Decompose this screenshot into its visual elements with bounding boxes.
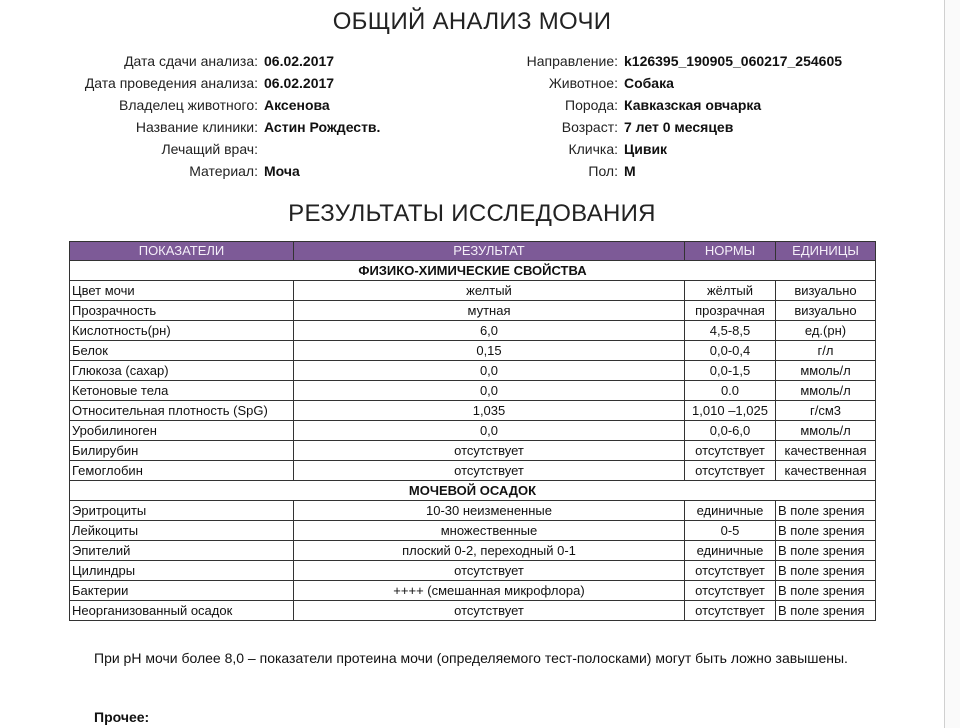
table-row <box>70 421 876 441</box>
norm-cell: 0,0-0,4 <box>685 341 776 361</box>
result-cell: ++++ (смешанная микрофлора) <box>294 581 685 601</box>
indicator-cell: Лейкоциты <box>70 521 294 541</box>
indicator-cell: Кетоновые тела <box>70 381 294 401</box>
results-table <box>69 241 876 621</box>
result-cell: 10-30 неизмененные <box>294 501 685 521</box>
norm-cell: 0-5 <box>685 521 776 541</box>
table-row <box>70 581 876 601</box>
indicator-cell: Уробилиноген <box>70 421 294 441</box>
patient-info-right <box>468 52 842 184</box>
info-row <box>50 96 380 118</box>
table-row <box>70 501 876 521</box>
norm-cell: отсутствует <box>685 461 776 481</box>
unit-cell: В поле зрения <box>776 521 876 541</box>
section-row <box>70 261 876 281</box>
right-info-value: k126395_190905_060217_254605 <box>624 53 843 69</box>
right-info-value: 7 лет 0 месяцев <box>624 119 734 135</box>
info-row <box>50 74 380 96</box>
indicator-cell: Глюкоза (сахар) <box>70 361 294 381</box>
unit-cell: визуально <box>776 301 876 321</box>
norm-cell: прозрачная <box>685 301 776 321</box>
table-row <box>70 321 876 341</box>
unit-cell: ммоль/л <box>776 421 876 441</box>
table-row <box>70 281 876 301</box>
info-row <box>468 74 842 96</box>
indicator-cell: Кислотность(рн) <box>70 321 294 341</box>
result-cell: 0,0 <box>294 361 685 381</box>
section-title: МОЧЕВОЙ ОСАДОК <box>70 481 876 501</box>
table-row <box>70 301 876 321</box>
table-row <box>70 601 876 621</box>
results-title: РЕЗУЛЬТАТЫ ИССЛЕДОВАНИЯ <box>288 200 656 227</box>
norm-cell: 0,0-6,0 <box>685 421 776 441</box>
unit-cell: В поле зрения <box>776 601 876 621</box>
left-info-label: Владелец животного: <box>119 97 258 113</box>
right-info-label: Животное: <box>548 75 618 91</box>
left-info-value: 06.02.2017 <box>264 53 335 69</box>
info-row <box>50 118 380 140</box>
indicator-cell: Цвет мочи <box>70 281 294 301</box>
unit-cell: ммоль/л <box>776 361 876 381</box>
table-row <box>70 461 876 481</box>
right-info-value: Цивик <box>624 141 668 157</box>
section-title: ФИЗИКО-ХИМИЧЕСКИЕ СВОЙСТВА <box>70 261 876 281</box>
unit-cell: ммоль/л <box>776 381 876 401</box>
right-info-label: Пол: <box>588 163 618 179</box>
right-info-label: Порода: <box>565 97 618 113</box>
section-row <box>70 481 876 501</box>
patient-info-left <box>50 52 380 184</box>
result-cell: отсутствует <box>294 441 685 461</box>
right-info-label: Направление: <box>526 53 618 69</box>
other-label: Прочее: <box>94 709 150 725</box>
unit-cell: качественная <box>776 441 876 461</box>
header-norms: НОРМЫ <box>685 242 776 261</box>
viewer-background <box>945 0 960 728</box>
unit-cell: ед.(рн) <box>776 321 876 341</box>
result-cell: мутная <box>294 301 685 321</box>
indicator-cell: Эритроциты <box>70 501 294 521</box>
result-cell: отсутствует <box>294 601 685 621</box>
left-info-value: Астин Рождеств. <box>264 119 381 135</box>
indicator-cell: Прозрачность <box>70 301 294 321</box>
norm-cell: отсутствует <box>685 581 776 601</box>
indicator-cell: Цилиндры <box>70 561 294 581</box>
info-row <box>468 52 842 74</box>
left-info-value: Аксенова <box>264 97 330 113</box>
info-row <box>468 96 842 118</box>
info-row <box>468 140 842 162</box>
unit-cell: г/см3 <box>776 401 876 421</box>
left-info-label: Материал: <box>189 163 258 179</box>
right-info-value: Кавказская овчарка <box>624 97 762 113</box>
result-cell: желтый <box>294 281 685 301</box>
unit-cell: В поле зрения <box>776 581 876 601</box>
norm-cell: 0.0 <box>685 381 776 401</box>
left-info-value: 06.02.2017 <box>264 75 335 91</box>
unit-cell: г/л <box>776 341 876 361</box>
indicator-cell: Эпителий <box>70 541 294 561</box>
table-row <box>70 341 876 361</box>
unit-cell: визуально <box>776 281 876 301</box>
unit-cell: качественная <box>776 461 876 481</box>
results-header-row <box>70 242 876 261</box>
left-info-value: Моча <box>264 163 300 179</box>
table-row <box>70 441 876 461</box>
header-indicators: ПОКАЗАТЕЛИ <box>70 242 294 261</box>
results-body <box>70 261 876 621</box>
indicator-cell: Бактерии <box>70 581 294 601</box>
norm-cell: отсутствует <box>685 561 776 581</box>
table-row <box>70 401 876 421</box>
left-info-value <box>258 140 264 162</box>
info-row <box>50 162 380 184</box>
ph-note: При pH мочи более 8,0 – показатели протеина мочи (определяемого тест-полосками) могут быть ложно завышены. <box>94 650 848 666</box>
norm-cell: отсутствует <box>685 441 776 461</box>
norm-cell: единичные <box>685 501 776 521</box>
indicator-cell: Относительная плотность (SpG) <box>70 401 294 421</box>
info-row <box>468 162 842 184</box>
result-cell: 0,0 <box>294 421 685 441</box>
indicator-cell: Белок <box>70 341 294 361</box>
norm-cell: 4,5-8,5 <box>685 321 776 341</box>
unit-cell: В поле зрения <box>776 501 876 521</box>
result-cell: отсутствует <box>294 561 685 581</box>
norm-cell: жёлтый <box>685 281 776 301</box>
unit-cell: В поле зрения <box>776 561 876 581</box>
left-info-label: Дата проведения анализа: <box>84 75 258 91</box>
right-info-value: Собака <box>624 75 674 91</box>
result-cell: 0,15 <box>294 341 685 361</box>
header-units: ЕДИНИЦЫ <box>776 242 876 261</box>
result-cell: плоский 0-2, переходный 0-1 <box>294 541 685 561</box>
norm-cell: единичные <box>685 541 776 561</box>
norm-cell: 0,0-1,5 <box>685 361 776 381</box>
indicator-cell: Билирубин <box>70 441 294 461</box>
right-info-label: Кличка: <box>568 141 618 157</box>
info-row <box>50 52 380 74</box>
info-row <box>50 140 380 162</box>
result-cell: 6,0 <box>294 321 685 341</box>
info-row <box>468 118 842 140</box>
left-info-label: Лечащий врач: <box>161 141 258 157</box>
table-row <box>70 521 876 541</box>
norm-cell: 1,010 –1,025 <box>685 401 776 421</box>
table-row <box>70 361 876 381</box>
left-info-label: Название клиники: <box>135 119 258 135</box>
result-cell: 0,0 <box>294 381 685 401</box>
header-result: РЕЗУЛЬТАТ <box>294 242 685 261</box>
indicator-cell: Неорганизованный осадок <box>70 601 294 621</box>
result-cell: множественные <box>294 521 685 541</box>
right-info-value: М <box>624 163 636 179</box>
document-title: ОБЩИЙ АНАЛИЗ МОЧИ <box>332 8 612 35</box>
table-row <box>70 541 876 561</box>
right-info-label: Возраст: <box>561 119 618 135</box>
left-info-label: Дата сдачи анализа: <box>124 53 258 69</box>
table-row <box>70 381 876 401</box>
unit-cell: В поле зрения <box>776 541 876 561</box>
indicator-cell: Гемоглобин <box>70 461 294 481</box>
norm-cell: отсутствует <box>685 601 776 621</box>
table-row <box>70 561 876 581</box>
result-cell: 1,035 <box>294 401 685 421</box>
result-cell: отсутствует <box>294 461 685 481</box>
